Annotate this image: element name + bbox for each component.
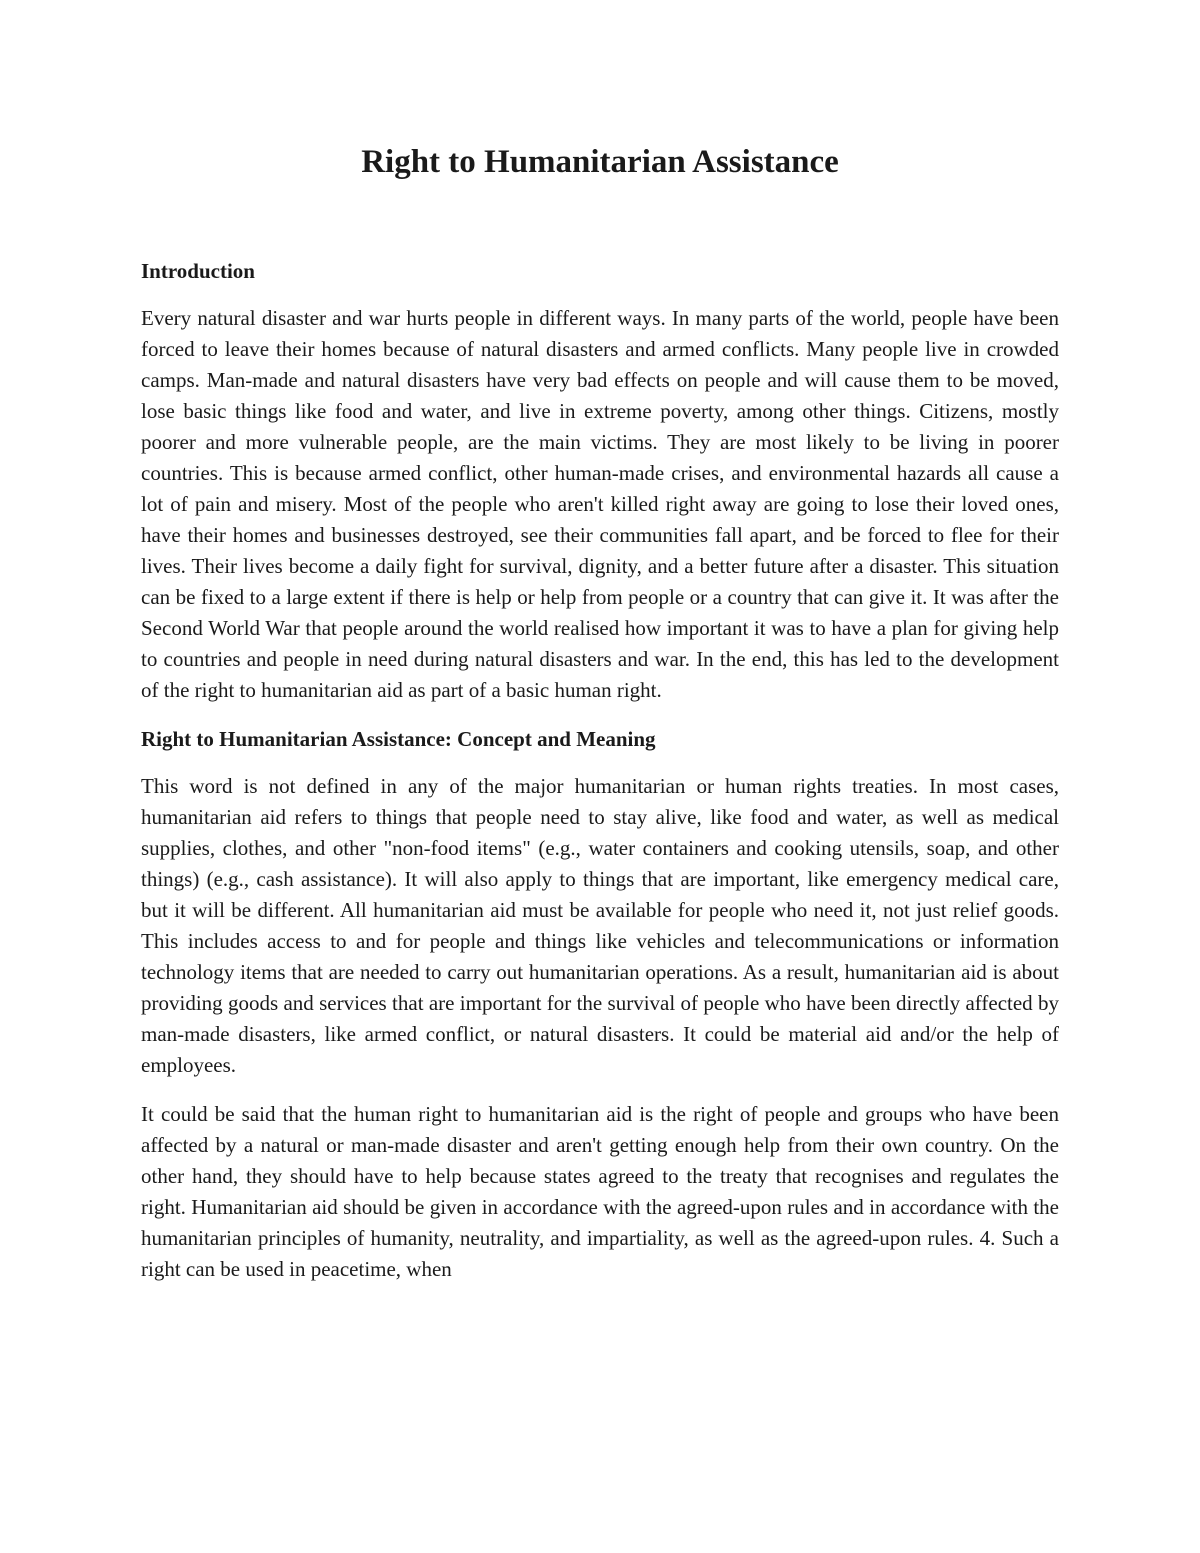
- paragraph-concept-1: This word is not defined in any of the major humanitarian or human rights treaties. In most cases, humanitarian aid refers to things that people need to stay alive, like food and water, as well as medical supplies, clothes, and other "non-food items" (e.g., water containers and cooking utensils, soap, and other things) (e.g., cash assistance). It will also apply to things that are important, like emergency medical care, but it will be different. All humanitarian aid must be available for people who need it, not just relief goods. This includes access to and for people and things like vehicles and telecommunications or information technology items that are needed to carry out humanitarian operations. As a result, humanitarian aid is about providing goods and services that are important for the survival of people who have been directly affected by man-made disasters, like armed conflict, or natural disasters. It could be material aid and/or the help of employees.: [141, 774, 1059, 1077]
- paragraph-introduction-1: Every natural disaster and war hurts people in different ways. In many parts of the world, people have been forced to leave their homes because of natural disasters and armed conflicts. Many people live in crowded camps. Man-made and natural disasters have very bad effects on people and will cause them to be moved, lose basic things like food and water, and live in extreme poverty, among other things. Citizens, mostly poorer and more vulnerable people, are the main victims. They are most likely to be living in poorer countries. This is because armed conflict, other human-made crises, and environmental hazards all cause a lot of pain and misery. Most of the people who aren't killed right away are going to lose their loved ones, have their homes and businesses destroyed, see their communities fall apart, and be forced to flee for their lives. Their lives become a daily fight for survival, dignity, and a better future after a disaster. This situation can be fixed to a large extent if there is help or help from people or a country that can give it. It was after the Second World War that people around the world realised how important it was to have a plan for giving help to countries and people in need during natural disasters and war. In the end, this has led to the development of the right to humanitarian aid as part of a basic human right.: [141, 306, 1059, 702]
- section-heading-concept: Right to Humanitarian Assistance: Concept and Meaning: [141, 727, 656, 751]
- document-body: [141, 256, 1059, 1303]
- paragraph-concept-2: It could be said that the human right to humanitarian aid is the right of people and groups who have been affected by a natural or man-made disaster and aren't getting enough help from their own country. On the other hand, they should have to help because states agreed to the treaty that recognises and regulates the right. Humanitarian aid should be given in accordance with the agreed-upon rules and in accordance with the humanitarian principles of humanity, neutrality, and impartiality, as well as the agreed-upon rules. 4. Such a right can be used in peacetime, when: [141, 1102, 1059, 1281]
- section-heading-introduction: Introduction: [141, 259, 255, 283]
- document-title: Right to Humanitarian Assistance: [361, 144, 839, 180]
